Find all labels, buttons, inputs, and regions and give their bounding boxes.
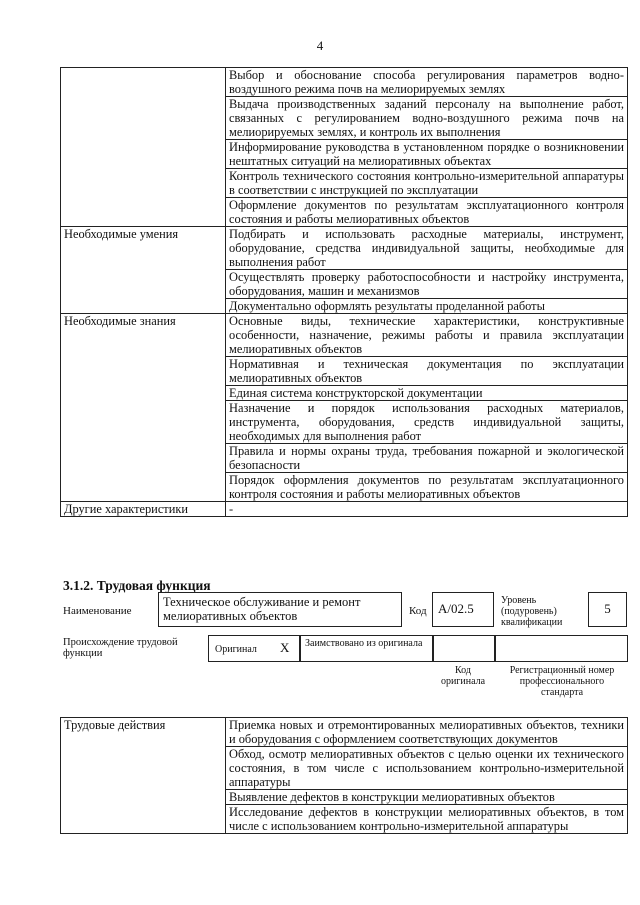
row-label: Трудовые действия [61, 718, 226, 834]
origin-divider-2 [432, 635, 434, 662]
row-item: Назначение и порядок использования расходных материалов, инструмента, оборудования, средств индивидуальной защиты, необходимых для выполнения работ [226, 401, 628, 444]
code-label: Код [409, 605, 427, 617]
row-label: Другие характеристики [61, 502, 226, 517]
row-item: Приемка новых и отремонтированных мелиоративных объектов, техники и оборудования с оформлением соответствующих документов [226, 718, 628, 747]
row-label: Необходимые знания [61, 314, 226, 502]
table-row [61, 68, 628, 97]
code-original-caption: Код оригинала [440, 665, 486, 687]
page-number: 4 [316, 38, 324, 53]
row-item: Выбор и обоснование способа регулирования параметров водно-воздушного режима почв на мелиорируемых землях [226, 68, 628, 97]
level-box [588, 592, 627, 627]
row-item: Порядок оформления документов по результатам эксплуатационного контроля состояния и работы мелиоративных объектов [226, 473, 628, 502]
original-label: Оригинал [215, 644, 257, 655]
table-row [61, 314, 628, 357]
name-label: Наименование [63, 605, 132, 617]
row-item: Правила и нормы охраны труда, требования пожарной и экологической безопасности [226, 444, 628, 473]
code-value: А/02.5 [438, 601, 474, 616]
reg-number-caption: Регистрационный номер профессионального стандарта [509, 665, 615, 698]
row-item: Обход, осмотр мелиоративных объектов с целью оценки их технического состояния, в том числе с использованием контрольно-измерительной аппаратуры [226, 747, 628, 790]
code-box [432, 592, 494, 627]
row-label [61, 68, 226, 227]
level-label: Уровень (подуровень) квалификации [501, 595, 563, 628]
section-heading: 3.1.2. Трудовая функция [63, 578, 211, 593]
row-item: - [226, 502, 628, 517]
origin-divider-3 [494, 635, 496, 662]
row-item: Подбирать и использовать расходные материалы, инструмент, оборудование, средства индивидуальной защиты, необходимые для выполнения работ [226, 227, 628, 270]
origin-divider-1 [299, 635, 301, 662]
row-item: Единая система конструкторской документации [226, 386, 628, 401]
row-item: Выдача производственных заданий персоналу на выполнение работ, связанных с регулированием водно-воздушного режима почв на мелиорируемых землях, и контроль их выполнения [226, 97, 628, 140]
row-item: Контроль технического состояния контрольно-измерительной аппаратуры в соответствии с инструкцией по эксплуатации [226, 169, 628, 198]
labor-actions-table [60, 717, 628, 834]
name-value: Техническое обслуживание и ремонт мелиоративных объектов [163, 595, 361, 623]
row-item: Нормативная и техническая документация по эксплуатации мелиоративных объектов [226, 357, 628, 386]
row-item: Исследование дефектов в конструкции мелиоративных объектов, в том числе с использованием контрольно-измерительной аппаратуры [226, 805, 628, 834]
table-row [61, 718, 628, 747]
row-item: Основные виды, технические характеристики, конструктивные особенности, назначение, режимы работы и правила эксплуатации мелиоративных объектов [226, 314, 628, 357]
name-box [158, 592, 402, 627]
row-item: Информирование руководства в установленном порядке о возникновении нештатных ситуаций на мелиоративных объектах [226, 140, 628, 169]
origin-label: Происхождение трудовой функции [63, 637, 178, 659]
level-value: 5 [604, 601, 611, 616]
row-label: Необходимые умения [61, 227, 226, 314]
row-item: Документально оформлять результаты проделанной работы [226, 299, 628, 314]
table-row [61, 227, 628, 270]
table-row [61, 502, 628, 517]
original-mark: X [280, 640, 290, 655]
skills-table [60, 67, 628, 517]
row-item: Оформление документов по результатам эксплуатационного контроля состояния и работы мелиоративных объектов [226, 198, 628, 227]
row-item: Осуществлять проверку работоспособности и настройку инструмента, оборудования, машин и механизмов [226, 270, 628, 299]
borrowed-label: Заимствовано из оригинала [305, 638, 423, 649]
row-item: Выявление дефектов в конструкции мелиоративных объектов [226, 790, 628, 805]
